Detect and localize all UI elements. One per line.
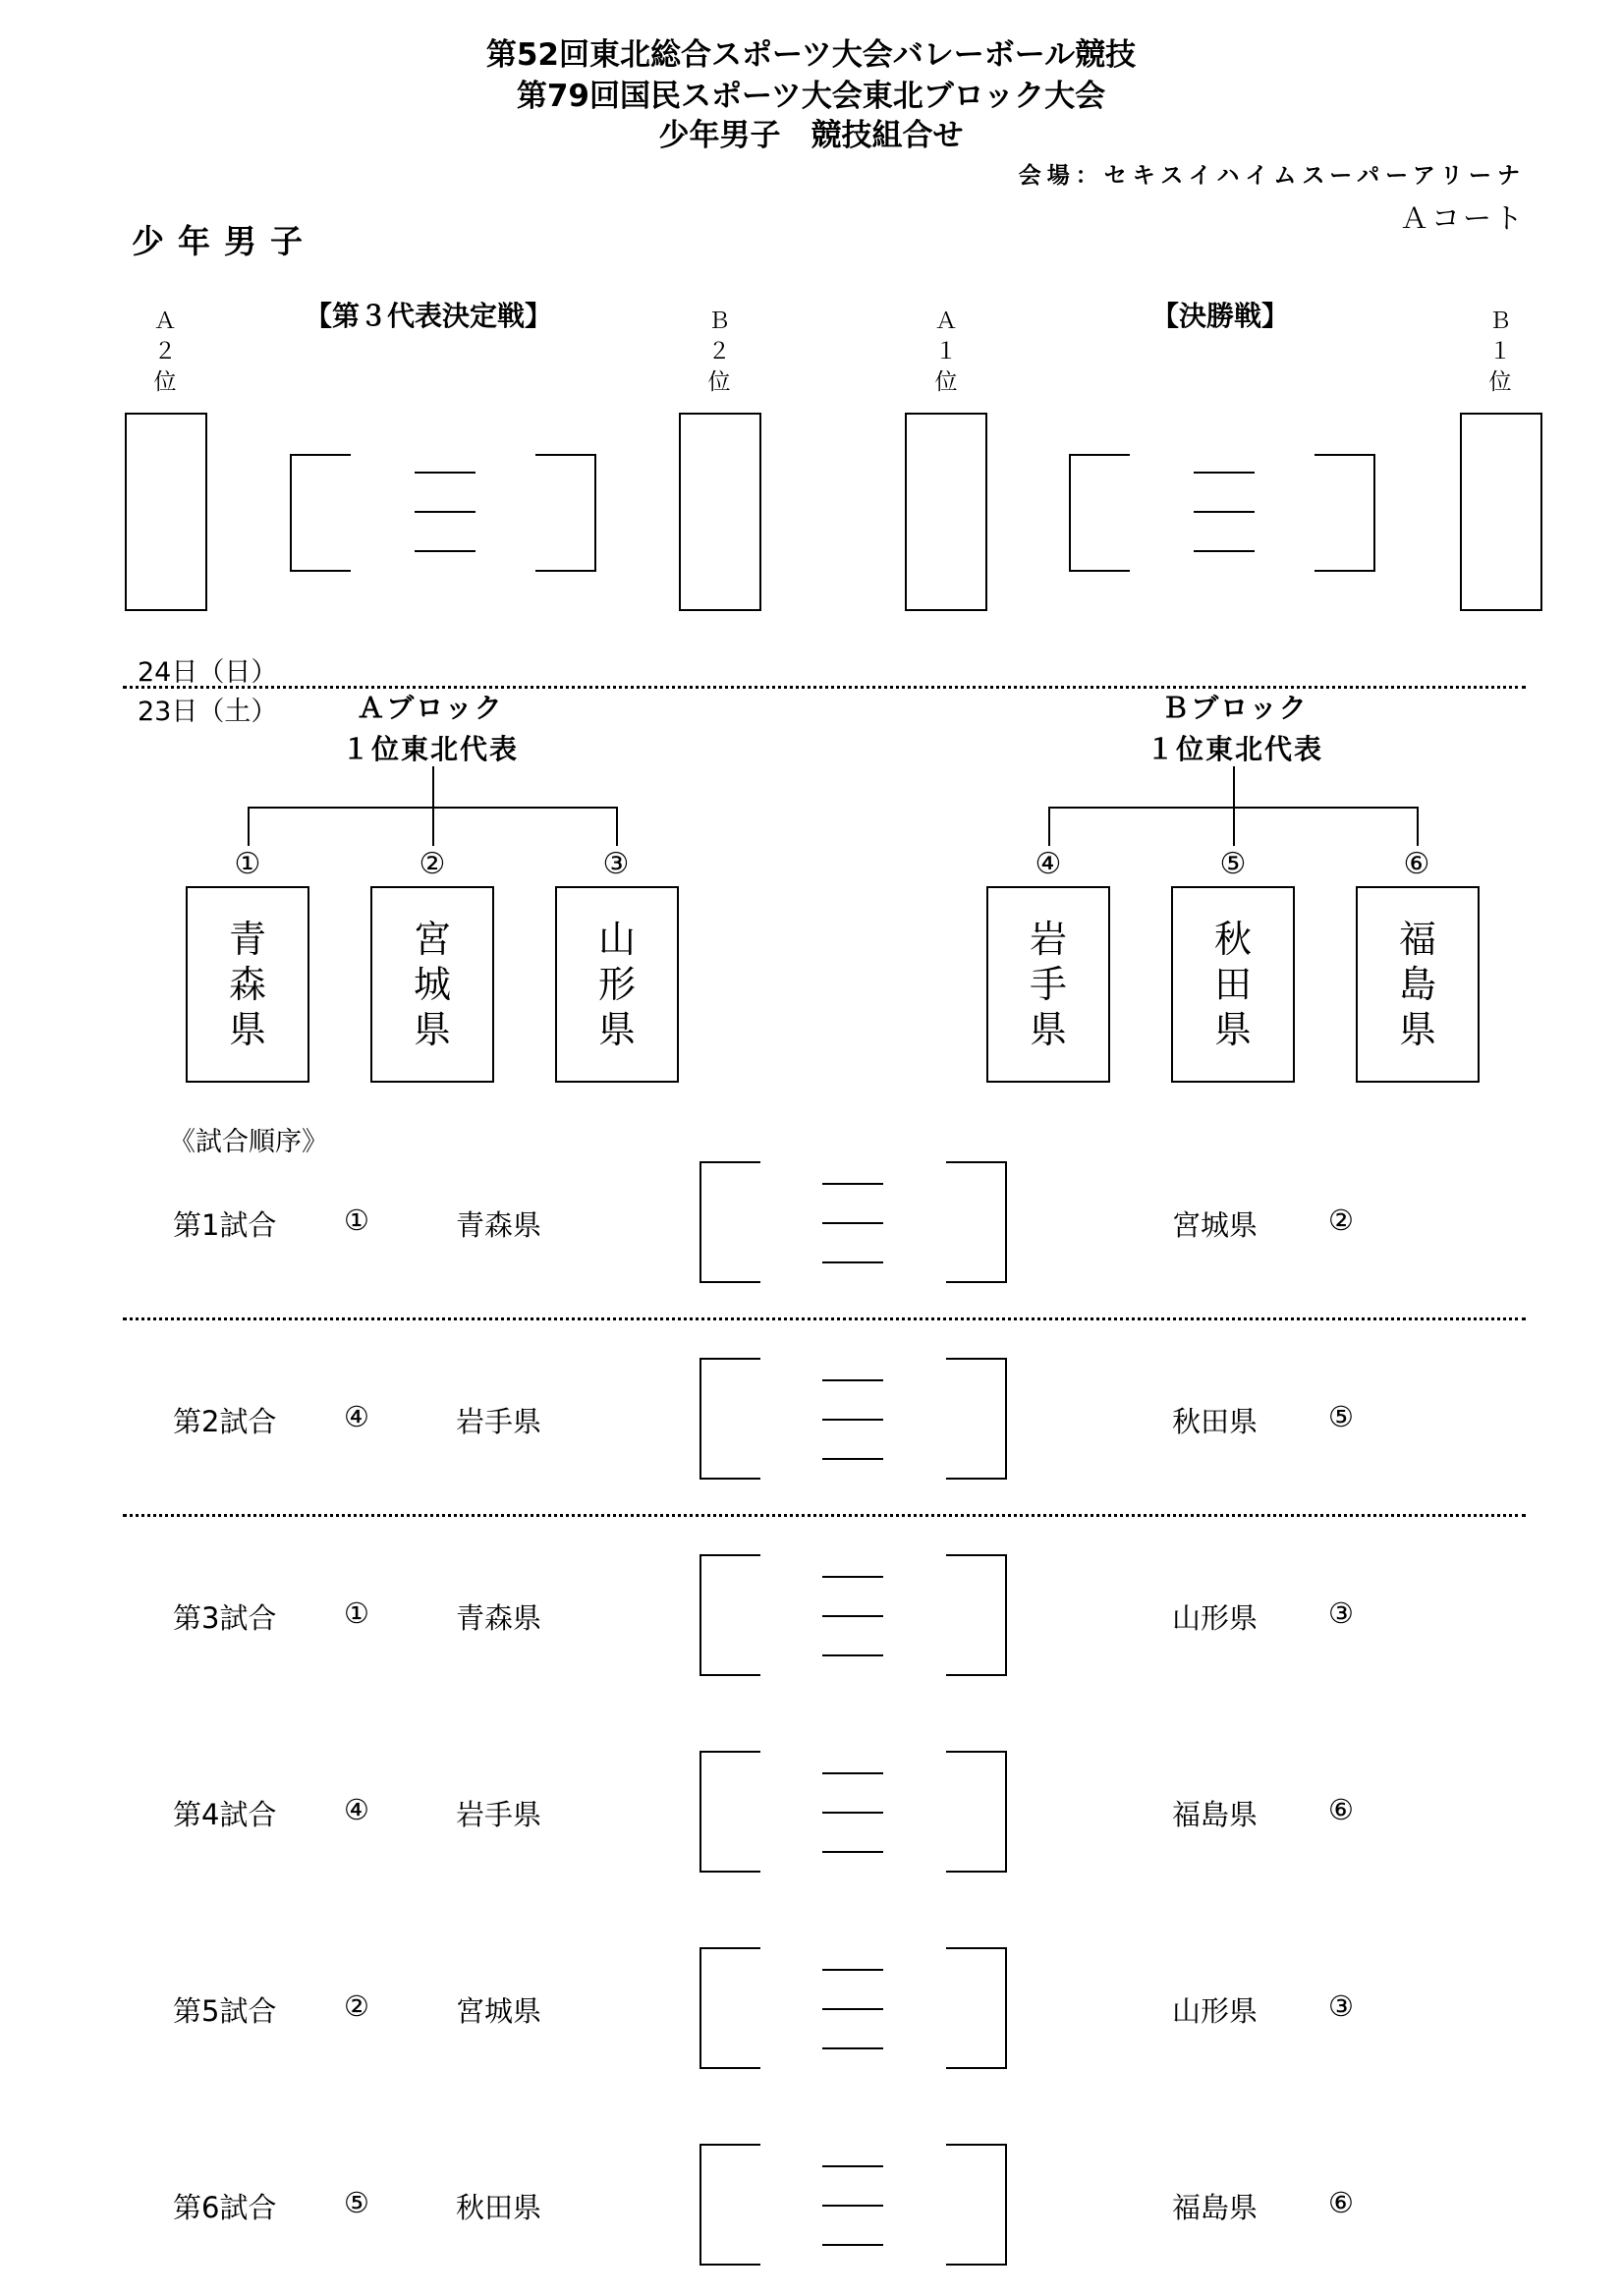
match-label: 第5試合: [173, 1994, 277, 2028]
section-title: 少年男子: [132, 222, 316, 260]
block-a-bracket-leg: [616, 807, 618, 846]
day-24-label: 24日（日）: [138, 657, 278, 688]
score-line: [822, 1379, 883, 1381]
team-number: ⑥: [1403, 847, 1430, 881]
score-line: [822, 2008, 883, 2010]
block-b-bracket-leg: [1048, 807, 1050, 846]
match-label: 第3試合: [173, 1601, 277, 1635]
match-right-team: 秋田県: [1172, 1405, 1258, 1438]
score-line: [822, 1458, 883, 1460]
block-b-bracket-leg: [1417, 807, 1419, 846]
match-left-team: 岩手県: [456, 1798, 542, 1831]
score-line: [822, 1812, 883, 1814]
match-left-team: 青森県: [456, 1208, 542, 1242]
match-left-team: 宮城県: [456, 1994, 542, 2028]
match-right-number: ⑤: [1328, 1400, 1354, 1433]
day-23-label: 23日（土）: [138, 697, 278, 727]
match-right-team: 山形県: [1172, 1601, 1258, 1635]
seed-a2-label: Ａ ２ 位: [153, 308, 177, 395]
seed-b2-label: Ｂ ２ 位: [707, 308, 731, 395]
score-line: [822, 2205, 883, 2207]
team-number: ⑤: [1219, 847, 1247, 881]
score-line: [415, 550, 475, 552]
score-bracket-left: [699, 2144, 760, 2266]
seed-b1-box: [1460, 413, 1542, 611]
match-left-team: 秋田県: [456, 2191, 542, 2224]
match-right-number: ⑥: [1328, 2186, 1354, 2219]
match-right-team: 宮城県: [1172, 1208, 1258, 1242]
score-bracket-right: [946, 1947, 1007, 2069]
score-bracket-left: [699, 1947, 760, 2069]
match-left-number: ①: [344, 1596, 369, 1630]
match-right-number: ②: [1328, 1204, 1354, 1237]
match-right-number: ⑥: [1328, 1793, 1354, 1826]
score-line: [822, 1576, 883, 1578]
team-box-yamagata: 山 形 県: [555, 886, 679, 1083]
team-box-fukushima: 福 島 県: [1356, 886, 1480, 1083]
score-line: [822, 1969, 883, 1971]
match-left-team: 岩手県: [456, 1405, 542, 1438]
block-b-bracket-leg: [1233, 807, 1235, 846]
match-left-number: ①: [344, 1204, 369, 1237]
score-bracket-left: [699, 1751, 760, 1873]
team-number: ②: [419, 847, 446, 881]
match-label: 第6試合: [173, 2191, 277, 2224]
block-b-bracket-stem: [1233, 766, 1235, 808]
venue-label: 会場：セキスイハイムスーパーアリーナ: [1018, 163, 1526, 189]
score-bracket-left: [699, 1161, 760, 1283]
team-number: ③: [602, 847, 630, 881]
team-box-iwate: 岩 手 県: [986, 886, 1110, 1083]
seed-b2-box: [679, 413, 761, 611]
block-a-title: Ａブロック １位東北代表: [341, 692, 519, 765]
seed-a2-box: [125, 413, 207, 611]
score-line: [1194, 472, 1255, 474]
match-label: 第2試合: [173, 1405, 277, 1438]
score-line: [822, 1654, 883, 1656]
score-line: [822, 2047, 883, 2049]
court-label: Ａコート: [1399, 201, 1526, 235]
team-number: ④: [1035, 847, 1062, 881]
team-box-akita: 秋 田 県: [1171, 886, 1295, 1083]
title-line-3: 少年男子 競技組合せ: [658, 118, 964, 153]
block-a-bracket-leg: [248, 807, 250, 846]
score-bracket-left: [290, 454, 351, 572]
score-line: [822, 1419, 883, 1421]
score-bracket-right: [946, 1358, 1007, 1480]
score-bracket-right: [1314, 454, 1375, 572]
match-right-number: ③: [1328, 1596, 1354, 1630]
score-bracket-left: [699, 1358, 760, 1480]
score-line: [822, 1615, 883, 1617]
match-divider: [123, 1514, 1526, 1517]
team-number: ①: [234, 847, 261, 881]
team-box-miyagi: 宮 城 県: [370, 886, 494, 1083]
match-order-title: 《試合順序》: [169, 1127, 328, 1157]
title-line-1: 第52回東北総合スポーツ大会バレーボール競技: [485, 37, 1137, 73]
score-line: [1194, 511, 1255, 513]
match-right-team: 福島県: [1172, 1798, 1258, 1831]
score-line: [822, 1261, 883, 1263]
final-title: 【決勝戦】: [1151, 300, 1290, 332]
match-right-team: 山形県: [1172, 1994, 1258, 2028]
score-line: [822, 1851, 883, 1853]
block-a-bracket-leg: [432, 807, 434, 846]
score-line: [415, 511, 475, 513]
score-bracket-right: [946, 2144, 1007, 2266]
block-a-bracket-stem: [432, 766, 434, 808]
score-line: [822, 1772, 883, 1774]
score-bracket-left: [699, 1554, 760, 1676]
score-bracket-right: [946, 1161, 1007, 1283]
match-right-number: ③: [1328, 1989, 1354, 2023]
third-place-title: 【第３代表決定戦】: [305, 300, 553, 332]
seed-a1-label: Ａ １ 位: [934, 308, 958, 395]
score-line: [1194, 550, 1255, 552]
match-divider: [123, 1317, 1526, 1320]
match-right-team: 福島県: [1172, 2191, 1258, 2224]
team-box-aomori: 青 森 県: [186, 886, 309, 1083]
seed-a1-box: [905, 413, 987, 611]
score-line: [822, 2165, 883, 2167]
block-b-title: Ｂブロック １位東北代表: [1146, 692, 1323, 765]
match-left-number: ④: [344, 1400, 369, 1433]
score-bracket-left: [1069, 454, 1130, 572]
score-line: [415, 472, 475, 474]
seed-b1-label: Ｂ １ 位: [1488, 308, 1512, 395]
match-label: 第1試合: [173, 1208, 277, 1242]
match-left-number: ⑤: [344, 2186, 369, 2219]
match-left-number: ④: [344, 1793, 369, 1826]
score-line: [822, 2244, 883, 2246]
match-label: 第4試合: [173, 1798, 277, 1831]
match-left-team: 青森県: [456, 1601, 542, 1635]
score-line: [822, 1222, 883, 1224]
score-line: [822, 1183, 883, 1185]
match-left-number: ②: [344, 1989, 369, 2023]
score-bracket-right: [946, 1554, 1007, 1676]
score-bracket-right: [535, 454, 596, 572]
score-bracket-right: [946, 1751, 1007, 1873]
title-line-2: 第79回国民スポーツ大会東北ブロック大会: [516, 79, 1106, 114]
